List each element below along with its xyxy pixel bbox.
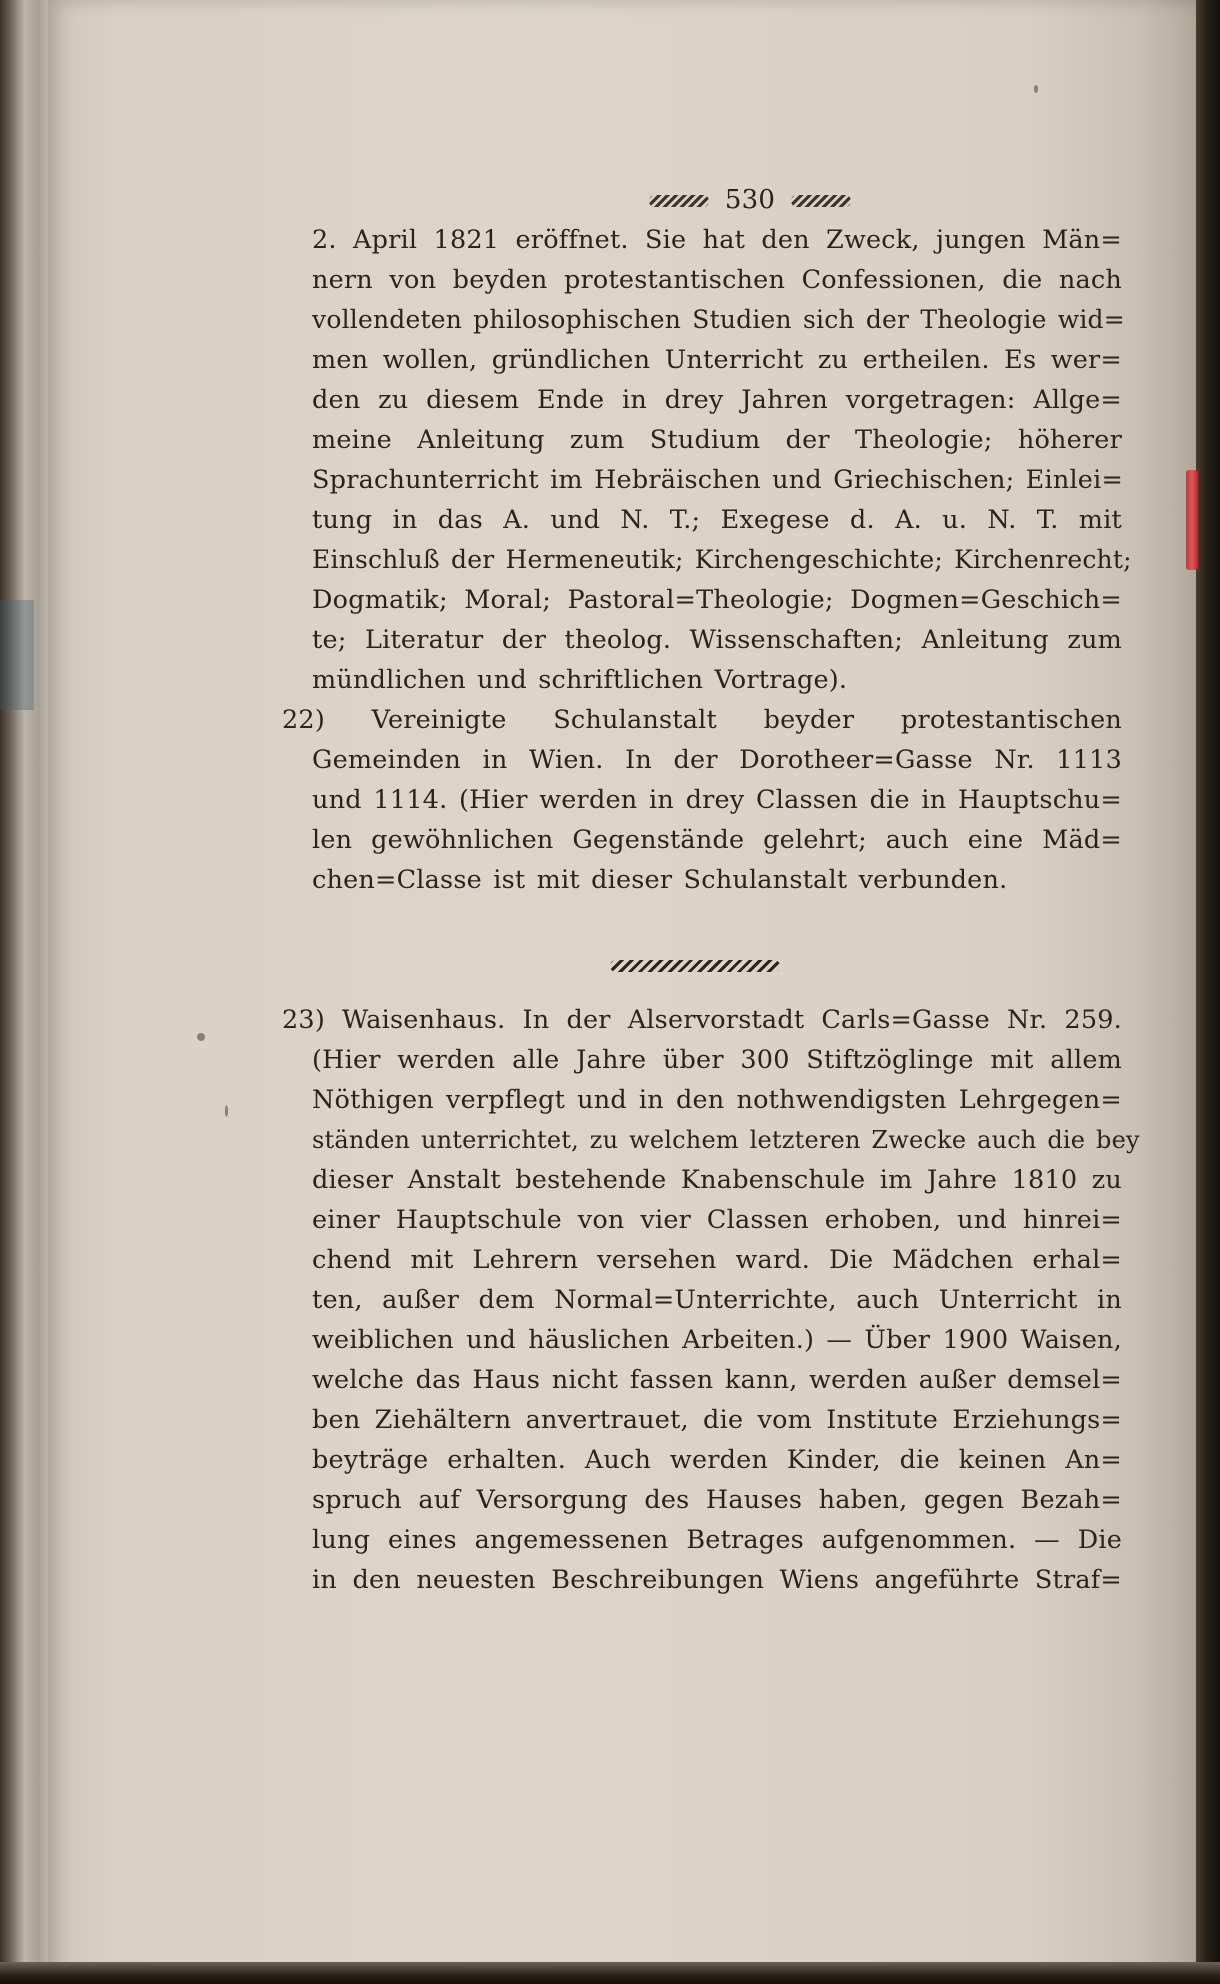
text-line: chen=Classe ist mit dieser Schulanstalt verbunden. [312,865,1008,895]
text-line: (Hier werden alle Jahre über 300 Stiftzöglinge mit allem [312,1045,1122,1075]
text-line: meine Anleitung zum Studium der Theologie; höherer [312,425,1122,455]
text-line: nern von beyden protestantischen Confessionen, die nach [312,265,1122,295]
paper-spot [197,1033,205,1041]
text-line: welche das Haus nicht fassen kann, werden außer demsel= [312,1365,1122,1395]
text-line: und 1114. (Hier werden in drey Classen die in Hauptschu= [312,785,1122,815]
text-line: einer Hauptschule von vier Classen erhoben, und hinrei= [312,1205,1122,1235]
section-divider-ornament [610,960,780,972]
text-line: spruch auf Versorgung des Hauses haben, gegen Bezah= [312,1485,1122,1515]
text-line: te; Literatur der theolog. Wissenschaften; Anleitung zum [312,625,1122,655]
header-ornament-right [791,195,851,207]
header-ornament-left [649,195,709,207]
cover-stain [0,600,34,710]
text-line: ten, außer dem Normal=Unterrichte, auch Unterricht in [312,1285,1122,1315]
text-line: mündlichen und schriftlichen Vortrage). [312,665,848,695]
text-line: ständen unterrichtet, zu welchem letzteren Zwecke auch die bey [312,1126,1140,1154]
section-heading-line: 23) Waisenhaus. In der Alservorstadt Carls=Gasse Nr. 259. [282,1005,1122,1035]
text-line: ben Ziehältern anvertrauet, die vom Institute Erziehungs= [312,1405,1122,1435]
text-line: len gewöhnlichen Gegenstände gelehrt; auch eine Mäd= [312,825,1122,855]
text-line: chend mit Lehrern versehen ward. Die Mädchen erhal= [312,1245,1122,1275]
section-heading-line: 22) Vereinigte Schulanstalt beyder protestantischen [282,705,1122,735]
text-line: vollendeten philosophischen Studien sich der Theologie wid= [312,305,1125,334]
text-line: Sprachunterricht im Hebräischen und Griechischen; Einlei= [312,465,1124,495]
text-line: weiblichen und häuslichen Arbeiten.) — Über 1900 Waisen, [312,1325,1122,1355]
text-line: men wollen, gründlichen Unterricht zu ertheilen. Es wer= [312,345,1122,375]
text-line: Gemeinden in Wien. In der Dorotheer=Gasse Nr. 1113 [312,745,1122,775]
text-line: in den neuesten Beschreibungen Wiens angeführte Straf= [312,1565,1122,1595]
text-line: Einschluß der Hermeneutik; Kirchengeschichte; Kirchenrecht; [312,545,1132,574]
text-line: beyträge erhalten. Auch werden Kinder, die keinen An= [312,1445,1122,1475]
text-line: lung eines angemessenen Betrages aufgenommen. — Die [312,1525,1122,1555]
paper-spot [225,1105,228,1117]
page-header [560,180,940,220]
text-line: Nöthigen verpflegt und in den nothwendigsten Lehrgegen= [312,1085,1122,1115]
paper-spot [1034,85,1038,93]
text-line: tung in das A. und N. T.; Exegese d. A. u. N. T. mit [312,505,1122,535]
red-bookmark [1186,470,1198,570]
bottom-edge [0,1962,1220,1984]
text-line: Dogmatik; Moral; Pastoral=Theologie; Dogmen=Geschich= [312,585,1122,615]
page-number: 530 [724,185,776,215]
text-line: den zu diesem Ende in drey Jahren vorgetragen: Allge= [312,385,1122,415]
text-line: dieser Anstalt bestehende Knabenschule im Jahre 1810 zu [312,1165,1122,1195]
text-line: 2. April 1821 eröffnet. Sie hat den Zweck, jungen Män= [312,225,1122,255]
gutter-shadow [1196,0,1220,1984]
